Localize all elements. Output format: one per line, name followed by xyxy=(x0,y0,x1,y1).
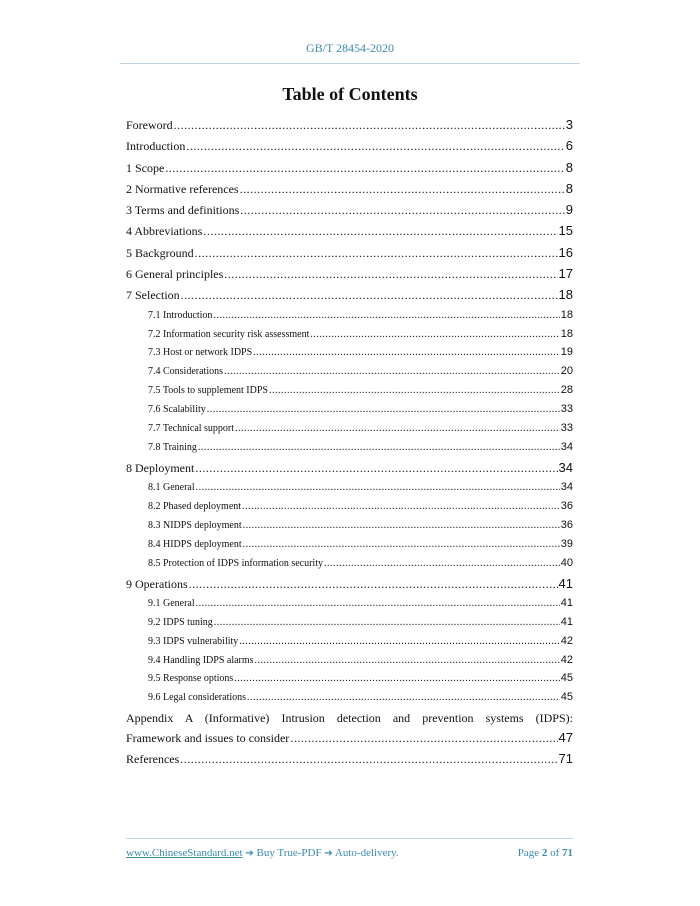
page-number xyxy=(518,847,573,859)
standard-code: GB/T 28454-2020 xyxy=(305,41,395,55)
toc-entry[interactable] xyxy=(126,178,573,199)
toc-entry-page: 71 xyxy=(558,751,573,767)
toc-entry-label: 9.5 Response options xyxy=(148,673,234,685)
toc-entry-label: 3 Terms and definitions xyxy=(126,203,240,218)
page-word: Page xyxy=(517,847,540,859)
auto-delivery-text: Auto-delivery. xyxy=(334,847,399,859)
toc-entry-label: 7.3 Host or network IDPS xyxy=(148,347,253,359)
dot-leader xyxy=(174,115,565,136)
toc-entry-label: 8.3 NIDPS deployment xyxy=(148,519,242,531)
toc-entry-label: 9 Operations xyxy=(126,576,188,591)
dot-leader xyxy=(247,689,560,708)
toc-entry-page: 17 xyxy=(558,266,573,282)
page-title: Table of Contents xyxy=(282,84,418,104)
toc-entry-label: 7.7 Technical support xyxy=(148,423,235,435)
dot-leader xyxy=(253,344,560,363)
toc-entry-label: 8.1 General xyxy=(148,482,195,494)
toc-entry-label: 7.2 Information security risk assessment xyxy=(148,328,310,340)
dot-leader xyxy=(224,363,560,382)
toc-entry-label: 7 Selection xyxy=(126,288,180,303)
toc-entry-page: 42 xyxy=(560,634,573,647)
footer-divider xyxy=(126,838,573,839)
toc-entry-page: 45 xyxy=(560,691,573,704)
toc-entry-label: 2 Normative references xyxy=(126,181,239,196)
toc-entry[interactable] xyxy=(126,135,573,156)
toc-entry-label: 4 Abbreviations xyxy=(126,224,203,239)
dot-leader xyxy=(234,670,559,689)
toc-entry-page: 34 xyxy=(560,481,573,494)
toc-entry-page: 8 xyxy=(565,159,573,175)
toc-subentry[interactable] xyxy=(126,613,573,632)
dot-leader xyxy=(235,420,560,439)
dot-leader xyxy=(240,179,565,200)
toc-entry[interactable] xyxy=(126,573,573,594)
toc-subentry[interactable] xyxy=(126,516,573,535)
toc-entry-page: 45 xyxy=(560,672,573,685)
dot-leader xyxy=(195,243,558,264)
dot-leader xyxy=(165,158,564,179)
dot-leader xyxy=(180,749,557,770)
toc-entry-page: 16 xyxy=(558,244,573,260)
toc-entry-page: 20 xyxy=(560,365,573,378)
page-total: 71 xyxy=(562,847,573,859)
toc-entry[interactable] xyxy=(126,284,573,305)
page-current: 2 xyxy=(541,847,548,859)
toc-subentry[interactable] xyxy=(126,632,573,651)
toc-entry-page: 41 xyxy=(558,575,573,591)
toc-subentry[interactable] xyxy=(126,438,573,457)
dot-leader xyxy=(181,285,558,306)
toc-subentry[interactable] xyxy=(126,343,573,362)
toc-entry-page: 8 xyxy=(565,180,573,196)
dot-leader xyxy=(203,221,557,242)
dot-leader xyxy=(255,652,560,671)
toc-entry-references[interactable] xyxy=(126,748,573,769)
toc-entry-page: 19 xyxy=(560,346,573,359)
toc-entry-page: 9 xyxy=(565,202,573,218)
toc-entry-page: 33 xyxy=(560,403,573,416)
toc-subentry[interactable] xyxy=(126,381,573,400)
toc-subentry[interactable] xyxy=(126,400,573,419)
toc-entry-label: Appendix A (Informative) Intrusion detection and prevention systems (IDPS): xyxy=(126,711,573,726)
toc-subentry[interactable] xyxy=(126,497,573,516)
toc-subentry[interactable] xyxy=(126,306,573,325)
toc-entry-label: 8 Deployment xyxy=(126,460,195,475)
toc-subentry[interactable] xyxy=(126,419,573,438)
toc-subentry[interactable] xyxy=(126,688,573,707)
toc-entry-label: 9.2 IDPS tuning xyxy=(148,616,213,628)
toc-entry[interactable] xyxy=(126,457,573,478)
toc-entry-label: 8.4 HIDPS deployment xyxy=(148,538,242,550)
toc-entry-label: 1 Scope xyxy=(126,160,165,175)
toc-subentry[interactable] xyxy=(126,362,573,381)
toc-entry-label: 6 General principles xyxy=(126,267,224,282)
footer-links xyxy=(126,847,399,859)
toc-subentry[interactable] xyxy=(126,669,573,688)
toc-entry[interactable] xyxy=(126,199,573,220)
header-divider xyxy=(120,63,580,64)
toc-entry-page: 34 xyxy=(560,440,573,453)
toc-entry-page: 15 xyxy=(558,223,573,239)
toc-entry-page: 39 xyxy=(560,537,573,550)
arrow-right-icon: ➔ xyxy=(324,848,333,859)
toc-entry-page: 33 xyxy=(560,422,573,435)
toc-entry-label: 7.8 Training xyxy=(148,441,197,453)
toc-entry-page: 36 xyxy=(560,518,573,531)
toc-entry-page: 3 xyxy=(565,117,573,132)
toc-entry-label: 7.1 Introduction xyxy=(148,309,213,321)
toc-entry-label: 7.4 Considerations xyxy=(148,366,223,378)
dot-leader xyxy=(196,595,560,614)
toc-subentry[interactable] xyxy=(126,554,573,573)
toc-entry-page: 6 xyxy=(565,138,573,154)
toc-subentry[interactable] xyxy=(126,325,573,344)
arrow-right-icon: ➔ xyxy=(245,848,254,859)
dot-leader xyxy=(239,633,559,652)
running-header xyxy=(0,41,700,56)
toc-subentry[interactable] xyxy=(126,535,573,554)
dot-leader xyxy=(243,536,560,555)
toc-entry-page: 18 xyxy=(560,308,573,321)
dot-leader xyxy=(240,200,565,221)
toc-entry[interactable] xyxy=(126,114,573,135)
page-footer xyxy=(126,847,573,859)
toc-entry-page: 42 xyxy=(560,653,573,666)
toc-entry-label: 7.6 Scalability xyxy=(148,404,206,416)
dot-leader xyxy=(214,614,560,633)
dot-leader xyxy=(198,439,560,458)
toc-entry-page: 41 xyxy=(560,615,573,628)
table-of-contents xyxy=(126,114,573,769)
dot-leader xyxy=(269,382,560,401)
buy-true-pdf-text: Buy True-PDF xyxy=(256,847,322,859)
dot-leader xyxy=(213,307,559,326)
toc-entry-page: 41 xyxy=(560,596,573,609)
toc-entry-page: 36 xyxy=(560,499,573,512)
dot-leader xyxy=(186,136,564,157)
toc-entry[interactable] xyxy=(126,242,573,263)
toc-entry-page: 28 xyxy=(560,384,573,397)
toc-entry-label: 7.5 Tools to supplement IDPS xyxy=(148,385,268,397)
dot-leader xyxy=(242,498,560,517)
dot-leader xyxy=(207,401,560,420)
dot-leader xyxy=(310,326,559,345)
toc-subentry[interactable] xyxy=(126,651,573,670)
toc-entry-label: 9.4 Handling IDPS alarms xyxy=(148,654,254,666)
page-of-word: of xyxy=(550,847,560,859)
toc-entry-label: Introduction xyxy=(126,139,186,154)
toc-entry-page: 18 xyxy=(558,287,573,303)
toc-entry-page: 47 xyxy=(558,730,573,746)
toc-subentry[interactable] xyxy=(126,478,573,497)
dot-leader xyxy=(324,555,560,574)
toc-entry-label-continued: Framework and issues to consider xyxy=(126,731,290,746)
website-link[interactable]: www.ChineseStandard.net xyxy=(126,847,243,859)
toc-entry-appendix-a[interactable] xyxy=(126,709,573,748)
toc-entry-label: Foreword xyxy=(126,118,173,132)
toc-entry[interactable] xyxy=(126,220,573,241)
dot-leader xyxy=(243,517,560,536)
dot-leader xyxy=(290,729,557,748)
toc-entry-label: 8.5 Protection of IDPS information security xyxy=(148,557,323,569)
toc-entry-label: 9.3 IDPS vulnerability xyxy=(148,635,239,647)
toc-entry-label: 5 Background xyxy=(126,245,194,260)
toc-entry-page: 18 xyxy=(560,327,573,340)
toc-entry-page: 40 xyxy=(560,556,573,569)
toc-entry-label: 8.2 Phased deployment xyxy=(148,500,242,512)
dot-leader xyxy=(196,479,560,498)
toc-subentry[interactable] xyxy=(126,594,573,613)
dot-leader xyxy=(224,264,557,285)
dot-leader xyxy=(195,458,557,479)
toc-entry-label: 9.1 General xyxy=(148,597,195,609)
toc-entry[interactable] xyxy=(126,157,573,178)
dot-leader xyxy=(189,574,558,595)
toc-entry[interactable] xyxy=(126,263,573,284)
toc-entry-page: 34 xyxy=(558,459,573,475)
toc-entry-label: References xyxy=(126,752,180,767)
toc-entry-label: 9.6 Legal considerations xyxy=(148,692,247,704)
